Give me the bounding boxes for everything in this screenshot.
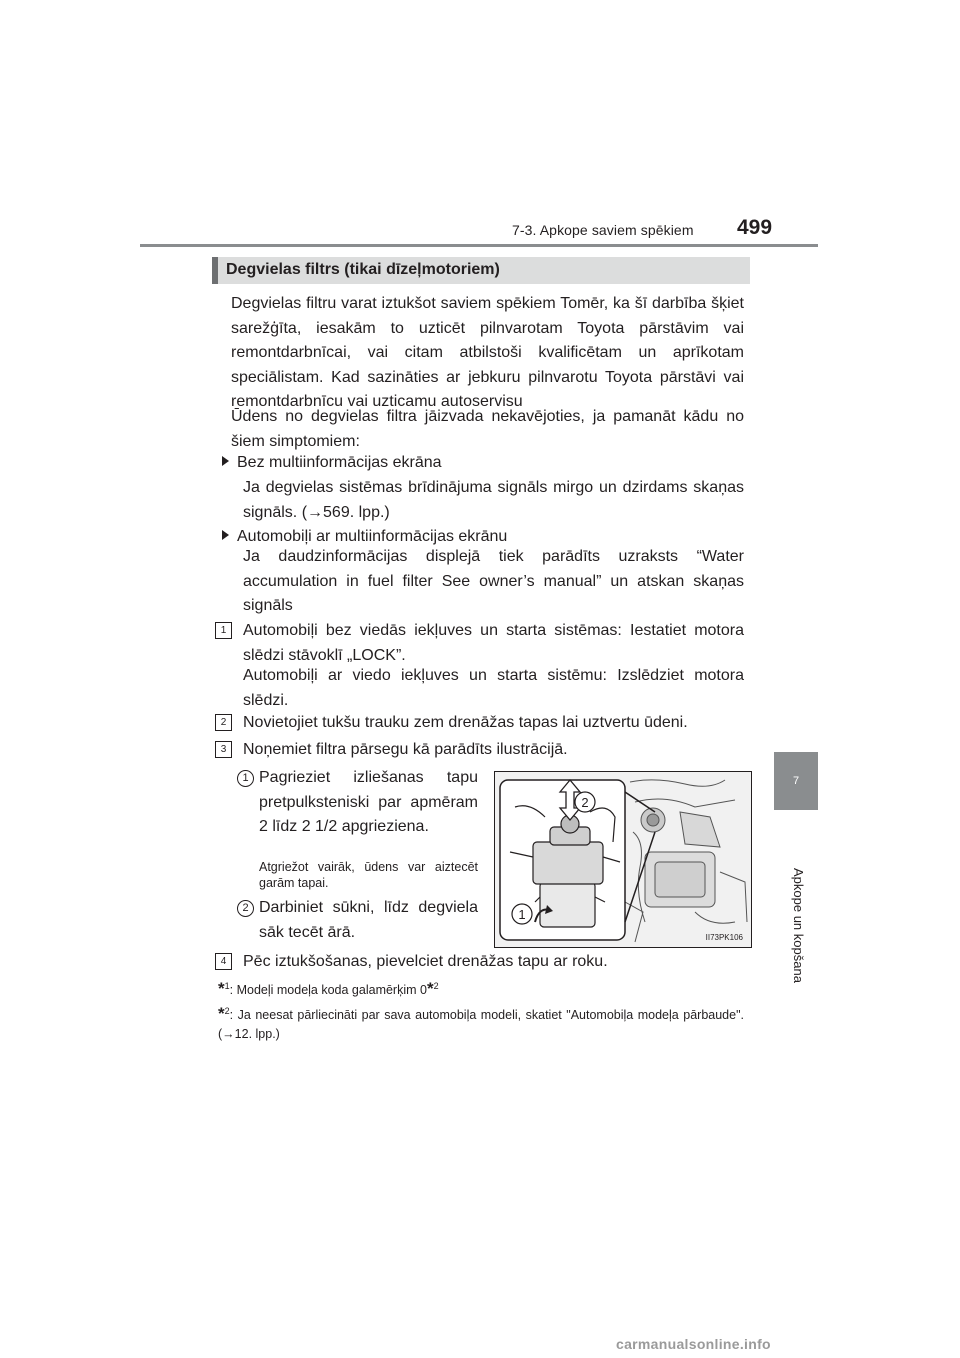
footnote-1-mark: 1	[224, 981, 230, 991]
bullet-1-title: Bez multiinformācijas ekrāna	[237, 454, 442, 471]
triangle-bullet-icon	[222, 456, 229, 466]
step-1-text-2: Automobiļi ar viedo iekļuves un starta sistēmu: Izslēdziet motora slēdzi.	[243, 667, 744, 709]
engine-bay-drawing	[495, 772, 751, 947]
footnote-1-ref: 2	[433, 981, 439, 991]
chapter-label: Apkope un kopšana	[791, 868, 806, 983]
bullet-1-text: Ja degvielas sistēmas brīdinājuma signāls mirgo un dzirdams skaņas signāls. (→569. lpp.)	[243, 479, 744, 521]
footnote-star: *	[218, 1004, 225, 1024]
substep-1-note: Atgriežot vairāk, ūdens var aiztecēt garām tapai.	[259, 860, 478, 890]
footnote-2-mark: 2	[224, 1006, 230, 1016]
substep-1-text: Pagrieziet izliešanas tapu pretpulksteniski par apmēram 2 līdz 2 1/2 apgrieziena.	[259, 769, 478, 835]
step-number-4: 4	[215, 953, 232, 970]
footnote-2-text: : Ja neesat pārliecināti par sava automobiļa modeli, skatiet "Automobiļa modeļa pārbaude". (→12. lpp.)	[218, 1008, 744, 1042]
fuel-filter-illustration	[494, 771, 752, 948]
bullet-2-title: Automobiļi ar multiinformācijas ekrānu	[237, 528, 508, 545]
step-number-1: 1	[215, 622, 232, 639]
illustration-code: II73PK106	[705, 933, 743, 942]
callout-1: 1	[518, 907, 526, 922]
chapter-tab: 7	[774, 752, 818, 810]
step-3-text: Noņemiet filtra pārsegu kā parādīts ilustrācijā.	[243, 741, 568, 758]
page-number: 499	[737, 216, 773, 239]
heading-bar	[212, 257, 218, 284]
footnote-1	[218, 977, 744, 1000]
intro-paragraph-1: Degvielas filtru varat iztukšot saviem spēkiem Tomēr, ka šī darbība šķiet sarežģīta, iesakām to uzticēt pilnvarotam Toyota pārstāvim vai remontdarbnīcai, vai citam atbilstoši kvalificētam un aprīkotam speciālistam. Kad sazināties ar jebkuru pilnvarotu Toyota pārstāvi vai remontdarbnīcu vai uzticamu autoservisu	[231, 295, 744, 410]
footnote-star: *	[218, 979, 225, 999]
footnote-1-text: : Modeļi modeļa koda galamērķim 0	[229, 983, 427, 998]
bullet-2	[222, 528, 507, 546]
bullet-2-text: Ja daudzinformācijas displejā tiek parādīts uzraksts “Water accumulation in fuel filter See owner’s manual” un atskan skaņas signāls	[243, 548, 744, 614]
section-heading	[212, 257, 750, 284]
watermark: carmanualsonline.info	[616, 1336, 771, 1352]
substep-2-text: Darbiniet sūkni, līdz degviela sāk tecēt ārā.	[259, 899, 478, 941]
step-number-2: 2	[215, 714, 232, 731]
header-rule	[140, 244, 818, 247]
intro-paragraph-2: Ūdens no degvielas filtra jāizvada nekavējoties, ja pamanāt kādu no šiem simptomiem:	[231, 408, 744, 450]
substep-number-2: 2	[237, 900, 254, 917]
callout-2: 2	[581, 795, 589, 810]
heading-text: Degvielas filtrs (tikai dīzeļmotoriem)	[226, 261, 500, 278]
step-number-3: 3	[215, 741, 232, 758]
section-title: 7-3. Apkope saviem spēkiem	[512, 222, 694, 238]
footnote-2	[218, 1002, 744, 1044]
triangle-bullet-icon	[222, 530, 229, 540]
substep-number-1: 1	[237, 770, 254, 787]
bullet-1	[222, 454, 442, 472]
step-4-text: Pēc iztukšošanas, pievelciet drenāžas tapu ar roku.	[243, 953, 608, 970]
step-1-text: Automobiļi bez viedās iekļuves un starta sistēmas: Iestatiet motora slēdzi stāvoklī „LOCK”.	[243, 622, 744, 664]
step-2-text: Novietojiet tukšu trauku zem drenāžas tapas lai uztvertu ūdeni.	[243, 714, 688, 731]
footnote-star: *	[426, 979, 434, 999]
